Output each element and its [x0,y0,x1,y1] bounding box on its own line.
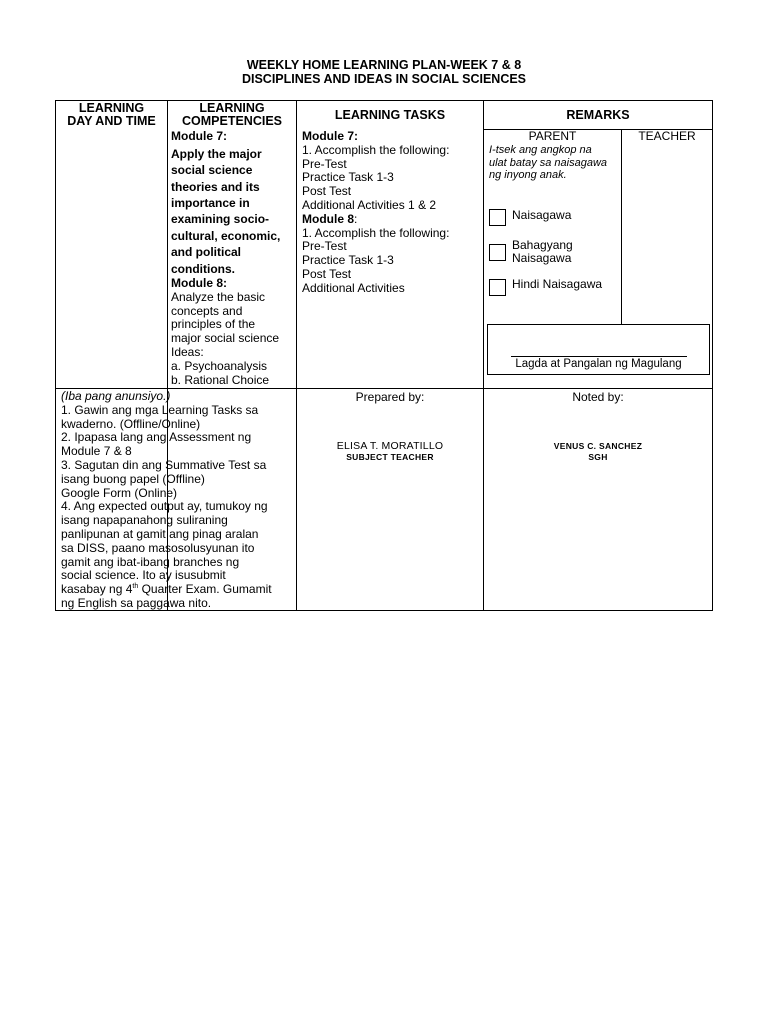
noted-by-label: Noted by: [572,390,624,404]
option-hindi-label: Hindi Naisagawa [512,277,603,291]
remarks-teacher-label: TEACHER [638,129,696,143]
noted-by-role: SGH [588,452,608,462]
announcement-line: isang buong papel (Offline) [61,471,205,486]
line14-post: Quarter Exam. Gumamit [138,582,272,597]
checkbox-naisagawa[interactable] [489,209,506,226]
competencies-cell [171,130,295,387]
tasks-cell [302,130,482,296]
comp-m8-line: Ideas: [171,345,204,360]
comp-m8-line: major social science [171,331,280,346]
header-day-line-1: LEARNING [78,101,145,115]
announcement-line: 3. Sagutan din ang Summative Test sa [61,457,267,472]
announcements-heading: (Iba pang anunsiyo.) [61,389,171,403]
header-day-line-2: DAY AND TIME [67,114,156,128]
comp-m8-line: Analyze the basic [171,289,266,304]
checkbox-hindi-naisagawa[interactable] [489,279,506,296]
title-line-2: DISCIPLINES AND IDEAS IN SOCIAL SCIENCES [241,72,527,86]
announcement-line: sa DISS, paano masosolusyunan ito [61,540,255,555]
task-m7-line: Additional Activities 1 & 2 [302,197,437,212]
option-bahagyang-naisagawa[interactable] [489,239,573,265]
announcement-line: social science. Ito ay isusubmit [61,568,226,583]
remarks-instruction [489,144,621,182]
comp-m7-line: theories and its [171,179,260,194]
comp-m8-line: b. Rational Choice [171,372,270,387]
instruction-line: I-tsek ang angkop na [489,144,592,156]
option-bahagyang-label [512,239,573,265]
document-title [0,58,768,86]
task-module-8-label-row [302,213,482,227]
announcement-line: isang napapanahong suliraning [61,513,228,528]
comp-module-8-label: Module 8: [171,276,227,291]
option-bahagyang-line-1: Bahagyang [512,238,573,252]
instruction-line: ulat batay sa naisagawa [489,156,608,169]
instruction-line: ng inyong anak. [489,169,567,181]
comp-m8-line: a. Psychoanalysis [171,358,268,373]
announcement-line: panlipunan at gamit ang pinag aralan [61,526,259,541]
announcements-cell [61,390,295,611]
remarks-parent-label: PARENT [528,129,577,143]
option-bahagyang-line-2: Naisagawa [512,251,572,265]
header-comp-line-1: LEARNING [199,101,265,115]
comp-m7-line: examining socio- [171,212,270,227]
task-m8-line: Post Test [302,266,352,281]
announcement-line: 4. Ang expected output ay, tumukoy ng [61,499,268,514]
announcement-line: 1. Gawin ang mga Learning Tasks sa [61,402,259,417]
comp-m8-line: concepts and [171,303,243,318]
prepared-by-label: Prepared by: [355,390,425,404]
prepared-by-block [297,390,483,463]
learning-plan-table [55,100,713,611]
announcement-line-15: ng English sa paggawa nito. [61,595,212,610]
option-naisagawa-label: Naisagawa [512,208,572,222]
option-hindi-naisagawa[interactable] [489,279,602,296]
noted-by-name: VENUS C. SANCHEZ [553,441,643,451]
task-m8-line: 1. Accomplish the following: [302,225,450,240]
header-remarks-label: REMARKS [566,107,630,122]
option-naisagawa[interactable] [489,209,571,226]
announcement-line: 2. Ipapasa lang ang Assessment ng [61,430,252,445]
comp-m7-line: social science [171,163,253,178]
prepared-by-role: SUBJECT TEACHER [346,452,434,462]
comp-m7-line: Apply the major [171,146,262,161]
noted-by-block [484,390,712,463]
task-m8-line: Pre-Test [302,239,347,254]
column-divider-2 [296,101,297,610]
line14-pre: kasabay ng 4 [61,582,133,597]
comp-m7-line: importance in [171,196,250,211]
comp-m7-line: and political [171,245,242,260]
header-competencies [168,101,296,129]
header-remarks [484,101,712,129]
checkbox-bahagyang-naisagawa[interactable] [489,244,506,261]
task-m7-line: Post Test [302,184,352,199]
header-tasks-label: LEARNING TASKS [334,107,446,122]
column-divider-remarks [621,129,622,325]
task-m7-line: 1. Accomplish the following: [302,142,450,157]
prepared-by-name: ELISA T. MORATILLO [336,440,444,452]
task-m7-line: Pre-Test [302,156,347,171]
column-divider-3 [483,101,484,610]
comp-m7-line: conditions. [171,261,235,276]
task-module-8-colon: : [354,211,358,226]
signature-caption: Lagda at Pangalan ng Magulang [515,358,682,370]
announcement-line: Google Form (Online) [61,485,178,500]
announcement-line-14 [61,583,295,597]
header-learning-tasks [297,101,483,129]
title-line-1: WEEKLY HOME LEARNING PLAN-WEEK 7 & 8 [246,58,522,72]
task-module-8-label: Module 8 [302,211,355,226]
announcement-line: kwaderno. (Offline/Online) [61,416,201,431]
line14-sup: th [132,583,139,591]
header-day-and-time [56,101,167,129]
comp-m7-line: cultural, economic, [171,228,281,243]
comp-m8-line: principles of the [171,317,256,332]
announcement-line: gamit ang ibat-ibang branches ng [61,554,240,569]
task-m8-line: Practice Task 1-3 [302,253,394,268]
announcement-line: Module 7 & 8 [61,444,132,459]
task-m7-line: Practice Task 1-3 [302,170,394,185]
task-m8-line: Additional Activities [302,280,405,295]
comp-module-7-label: Module 7: [171,129,227,143]
header-comp-line-2: COMPETENCIES [181,114,282,128]
task-module-7-label: Module 7: [302,129,358,143]
parent-signature-box [487,324,710,375]
